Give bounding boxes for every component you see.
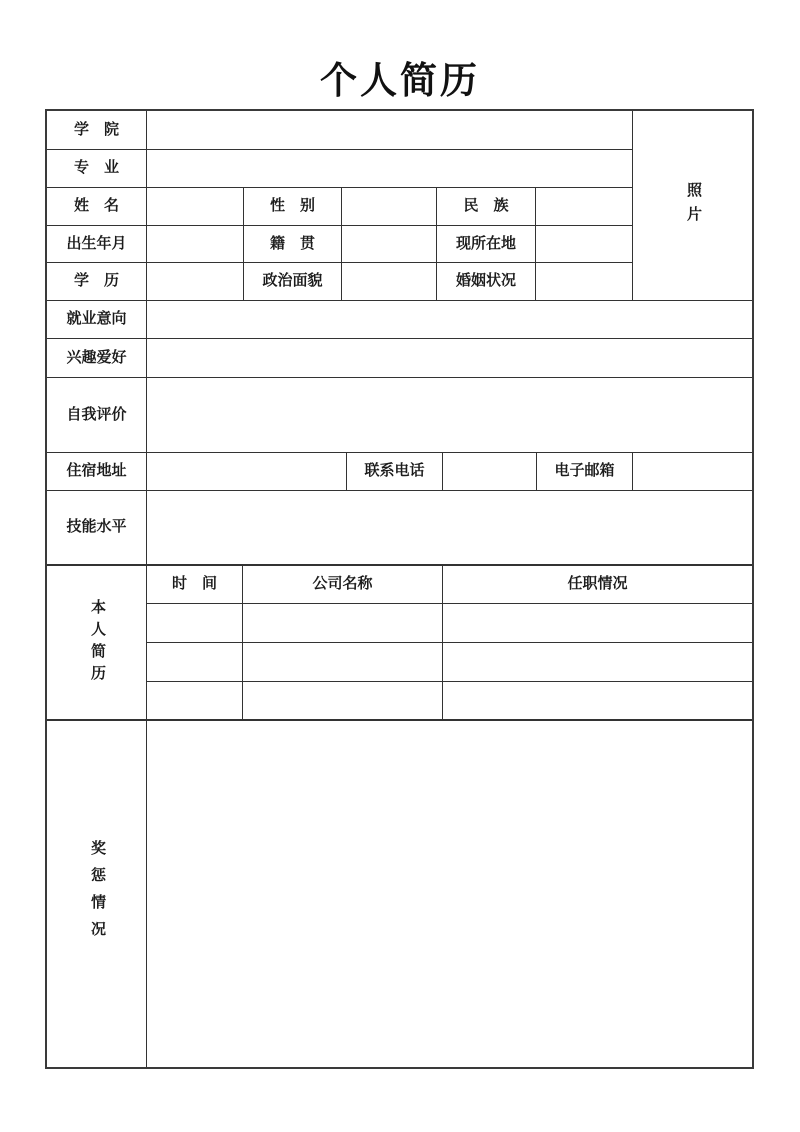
hobbies-label: 兴趣爱好: [66, 349, 127, 366]
photo-label: 照片: [685, 181, 701, 230]
skills-value-cell[interactable]: [147, 491, 752, 564]
native-place-label: 籍 贯: [269, 235, 315, 252]
political-status-value-cell[interactable]: [342, 263, 437, 300]
birth-date-label: 出生年月: [66, 235, 127, 252]
experience-position-cell[interactable]: [443, 604, 752, 642]
college-value-cell[interactable]: [147, 111, 632, 149]
education-political-marital-row: [47, 263, 632, 300]
basic-info-grid: [47, 111, 632, 300]
photo-placeholder[interactable]: [632, 111, 752, 300]
basic-info-section: [47, 111, 752, 301]
ethnicity-label: 民 族: [463, 198, 509, 214]
native-place-value-cell[interactable]: [342, 226, 437, 262]
email-label: 电子邮箱: [554, 463, 615, 479]
experience-row: [147, 604, 752, 643]
major-value-cell[interactable]: [147, 150, 632, 187]
self-evaluation-label: 自我评价: [66, 406, 127, 423]
gender-label: 性 别: [269, 198, 315, 214]
experience-time-cell[interactable]: [147, 682, 243, 719]
name-gender-ethnicity-row: [47, 188, 632, 226]
marital-status-value-cell[interactable]: [536, 263, 632, 300]
current-location-label: 现所在地: [455, 235, 516, 252]
birth-date-value-cell[interactable]: [147, 226, 244, 262]
experience-header-row: [147, 566, 752, 604]
employment-intention-label: 就业意向: [66, 311, 127, 327]
hobbies-row: [47, 339, 752, 378]
experience-time-cell[interactable]: [147, 643, 243, 681]
employment-intention-value-cell[interactable]: [147, 301, 752, 338]
education-label: 学 历: [73, 273, 119, 289]
major-label: 专 业: [73, 160, 119, 176]
experience-company-cell[interactable]: [243, 604, 443, 642]
ethnicity-value-cell[interactable]: [536, 188, 632, 225]
political-status-label: 政治面貌: [262, 273, 323, 289]
employment-intention-row: [47, 301, 752, 339]
resume-table: [45, 109, 754, 1069]
birth-native-location-row: [47, 226, 632, 263]
gender-value-cell[interactable]: [342, 188, 437, 225]
awards-section-label: 奖惩情况: [89, 840, 105, 948]
name-value-cell[interactable]: [147, 188, 244, 225]
self-evaluation-row: [47, 378, 752, 453]
phone-label: 联系电话: [364, 463, 425, 479]
hobbies-value-cell[interactable]: [147, 339, 752, 377]
experience-col-company: 公司名称: [312, 576, 373, 592]
email-value-cell[interactable]: [633, 453, 752, 490]
experience-section: [47, 566, 752, 721]
experience-table: [147, 566, 752, 719]
experience-section-label: 本人简历: [89, 598, 105, 687]
address-phone-email-row: [47, 453, 752, 491]
phone-value-cell[interactable]: [443, 453, 537, 490]
education-value-cell[interactable]: [147, 263, 244, 300]
experience-time-cell[interactable]: [147, 604, 243, 642]
experience-row: [147, 643, 752, 682]
name-label: 姓 名: [73, 198, 119, 214]
address-value-cell[interactable]: [147, 453, 347, 490]
experience-col-position: 任职情况: [567, 576, 628, 592]
awards-section: [47, 721, 752, 1067]
marital-status-label: 婚姻状况: [455, 273, 516, 289]
experience-position-cell[interactable]: [443, 643, 752, 681]
experience-position-cell[interactable]: [443, 682, 752, 719]
experience-company-cell[interactable]: [243, 643, 443, 681]
address-label: 住宿地址: [66, 463, 127, 479]
experience-row: [147, 682, 752, 719]
page-title: 个人简历: [320, 61, 480, 102]
college-label: 学 院: [73, 121, 119, 138]
self-evaluation-value-cell[interactable]: [147, 378, 752, 452]
current-location-value-cell[interactable]: [536, 226, 632, 262]
college-row: [47, 111, 632, 150]
skills-row: [47, 491, 752, 566]
skills-label: 技能水平: [66, 519, 127, 535]
experience-company-cell[interactable]: [243, 682, 443, 719]
awards-value-cell[interactable]: [147, 721, 752, 1067]
experience-col-time: 时 间: [171, 576, 217, 592]
major-row: [47, 150, 632, 188]
